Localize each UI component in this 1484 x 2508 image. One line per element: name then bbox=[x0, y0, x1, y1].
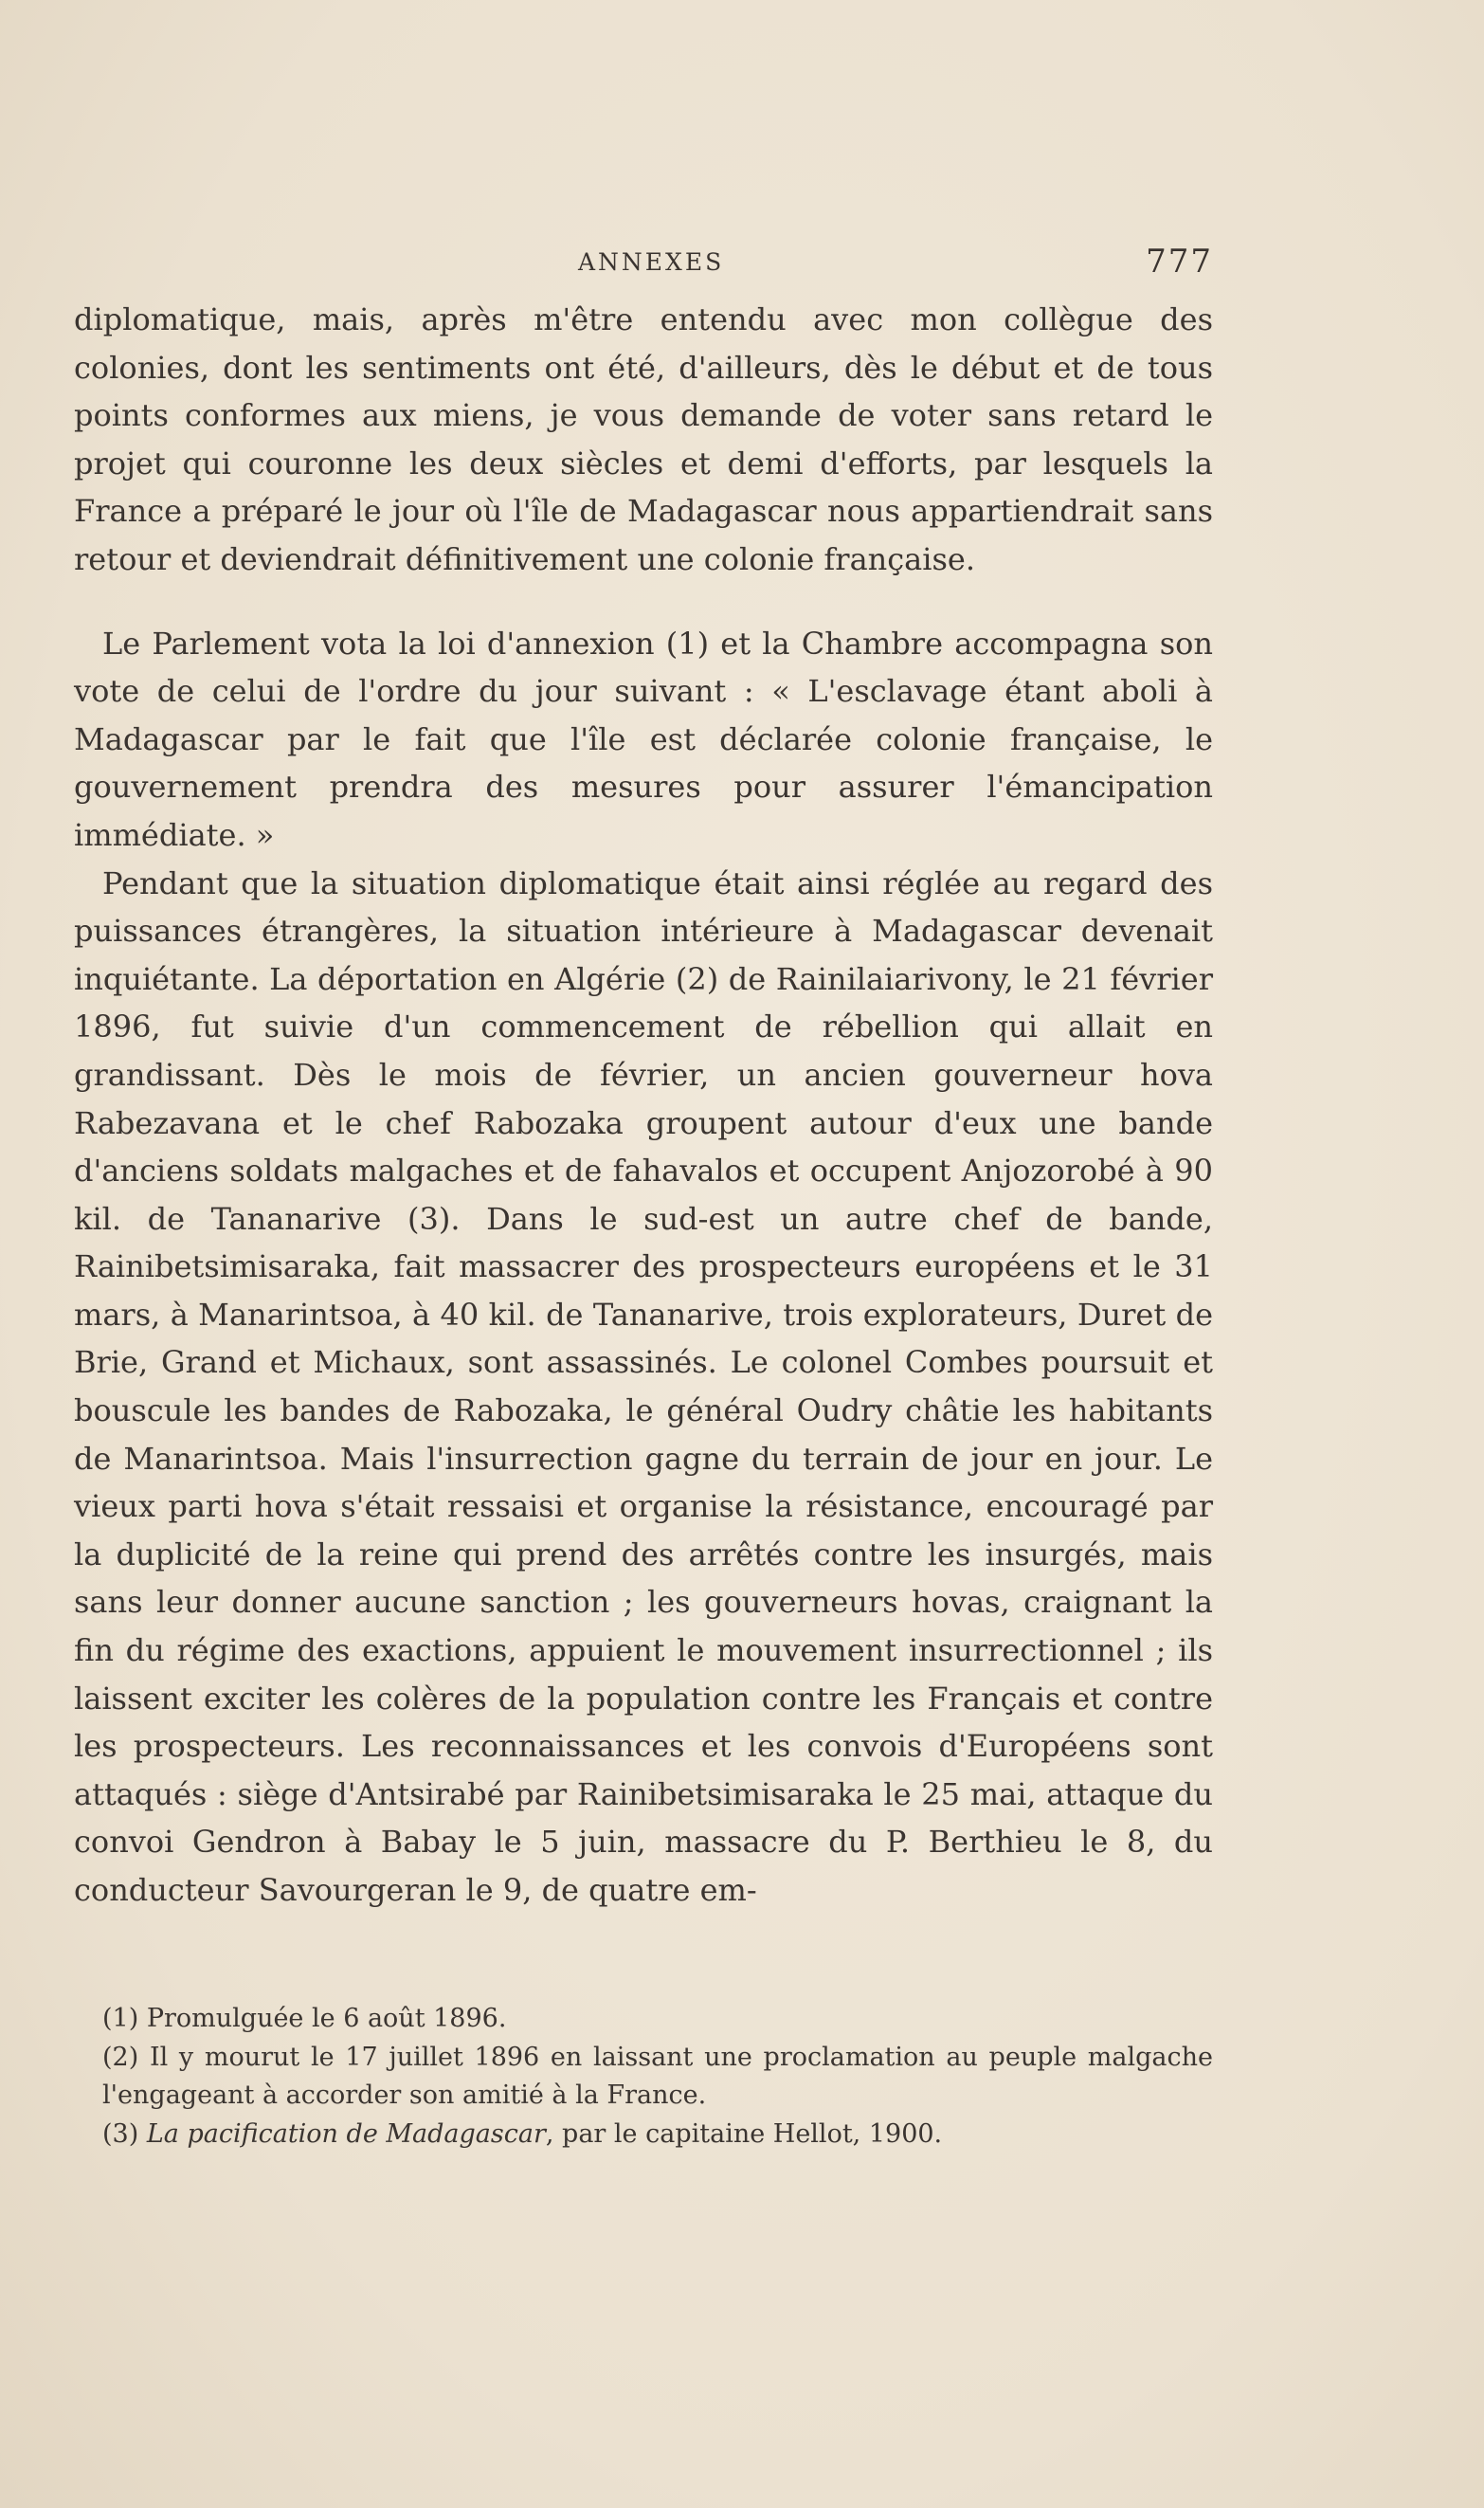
page-number: 777 bbox=[1146, 243, 1213, 281]
main-text bbox=[74, 296, 1213, 1915]
paragraph-insurrection: Pendant que la situation diplomatique était ainsi réglée au regard des puissances étrangères, la situation intérieure à Madagascar devenait inquiétante. La déportation en Algérie (2) de Rainilaiarivony, le 21 février 1896, fut suivie d'un commencement de rébellion qui allait en grandissant. Dès le mois de février, un ancien gouverneur hova Rabezavana et le chef Rabozaka groupent autour d'eux une bande d'anciens soldats malgaches et de fahavalos et occupent Anjozorobé à 90 kil. de Tananarive (3). Dans le sud-est un autre chef de bande, Rainibetsimisaraka, fait massacrer des prospecteurs européens et le 31 mars, à Manarintsoa, à 40 kil. de Tananarive, trois explorateurs, Duret de Brie, Grand et Michaux, sont assassinés. Le colonel Combes poursuit et bouscule les bandes de Rabozaka, le général Oudry châtie les habitants de Manarintsoa. Mais l'insurrection gagne du terrain de jour en jour. Le vieux parti hova s'était ressaisi et organise la résistance, encouragé par la duplicité de la reine qui prend des arrêtés contre les insurgés, mais sans leur donner aucune sanction ; les gouverneurs hovas, craignant la fin du régime des exactions, appuient le mouvement insurrectionnel ; ils laissent exciter les colères de la population contre les Français et contre les prospecteurs. Les reconnaissances et les convois d'Européens sont attaqués : siège d'Antsirabé par Rainibetsimisaraka le 25 mai, attaque du convoi Gendron à Babay le 5 juin, massacre du P. Berthieu le 8, du conducteur Savourgeran le 9, de quatre em- bbox=[74, 864, 1213, 1908]
paragraph-parliament-vote: Le Parlement vota la loi d'annexion (1) et la Chambre accompagna son vote de celui de l'ordre du jour suivant : « L'esclavage étant aboli à Madagascar par le fait que l'île est déclarée colonie française, le gouvernement prendra des mesures pour assurer l'émancipation immédiate. » bbox=[74, 625, 1213, 853]
footnote-3-title: La pacification de Madagascar bbox=[146, 2118, 546, 2149]
footnote-1: (1) Promulguée le 6 août 1896. bbox=[102, 2004, 507, 2033]
running-head: ANNEXES bbox=[578, 248, 725, 276]
footnote-3 bbox=[102, 2116, 1213, 2154]
paragraph-continued: diplomatique, mais, après m'être entendu avec mon collègue des colonies, dont les sentiments ont été, d'ailleurs, dès le début et de tous points conformes aux miens, je vous demande de voter sans retard le projet qui couronne les deux siècles et demi d'efforts, par lesquels la France a préparé le jour où l'île de Madagascar nous appartiendrait sans retour et deviendrait définitivement une colonie française. bbox=[74, 301, 1213, 577]
footnote-3-rest: , par le capitaine Hellot, 1900. bbox=[545, 2118, 943, 2149]
page-header bbox=[66, 243, 1213, 286]
footnotes bbox=[102, 2000, 1213, 2154]
footnote-3-mark: (3) bbox=[102, 2118, 139, 2149]
footnote-2: (2) Il y mourut le 17 juillet 1896 en laissant une proclamation au peuple malgache l'engageant à accorder son amitié à la France. bbox=[102, 2042, 1213, 2110]
